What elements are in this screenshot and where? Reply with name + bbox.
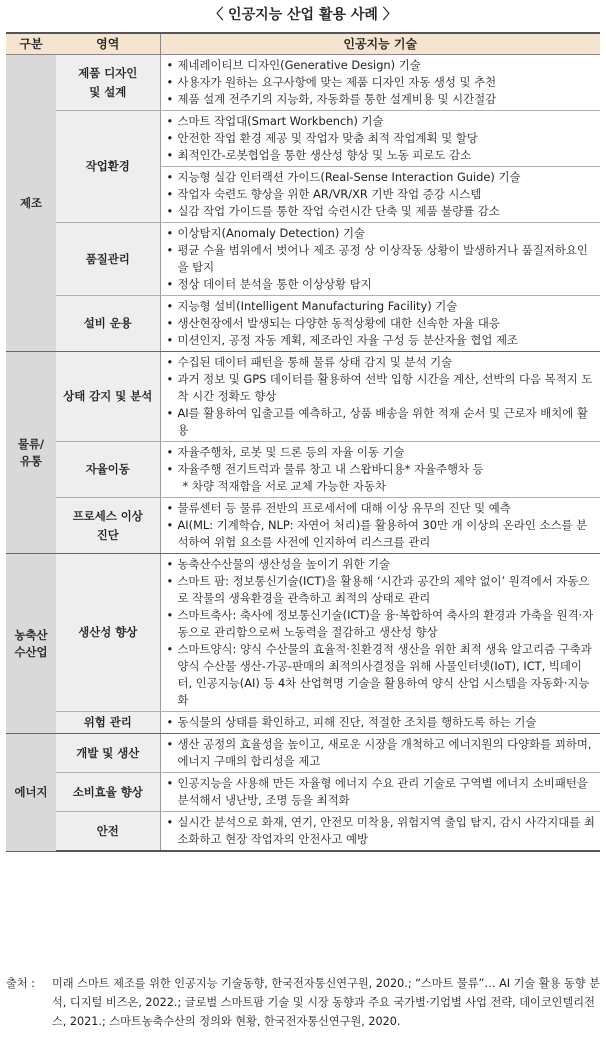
tech-list — [167, 775, 597, 809]
category-cell — [6, 352, 56, 554]
category-label: 물류/ — [17, 436, 45, 451]
table-body — [6, 55, 600, 852]
tech-item: • 동식물의 상태를 확인하고, 피해 진단, 적절한 조치를 행하도록 하는 기술 — [167, 714, 597, 731]
area-cell — [56, 296, 160, 352]
area-cell — [56, 734, 160, 773]
tech-list — [167, 169, 597, 220]
technology-cell — [160, 167, 600, 223]
area-label: 작업환경 — [85, 159, 130, 173]
area-label: 안전 — [96, 823, 119, 838]
tech-item: • 작업자 숙련도 향상을 위한 AR/VR/XR 기반 작업 증강 시스템 — [167, 186, 597, 203]
tech-item: • 생산현장에서 발생되는 다양한 동적상황에 대한 신속한 자율 대응 — [167, 315, 597, 332]
category-label: 에너지 — [14, 784, 48, 799]
tech-list — [167, 113, 597, 164]
technology-cell — [160, 812, 600, 852]
table-row — [6, 498, 600, 554]
area-cell — [56, 554, 160, 712]
table-row — [6, 712, 600, 734]
header-category: 구분 — [6, 33, 56, 55]
tech-item: • 수집된 데이터 패턴을 통해 물류 상태 감지 및 분석 기술 — [167, 354, 597, 371]
table-row — [6, 296, 600, 352]
table-row — [6, 352, 600, 442]
tech-list — [167, 714, 597, 731]
area-cell — [56, 498, 160, 554]
category-label: 수산업 — [14, 644, 48, 659]
tech-item: • 평균 수율 범위에서 벗어나 제조 공정 상 이상작동 상황이 발생하거나 품질저하요인을 탐지 — [167, 242, 597, 276]
category-cell — [6, 554, 56, 734]
tech-item: • 물류센터 등 물류 전반의 프로세서에 대해 이상 유무의 진단 및 예측 — [167, 500, 597, 517]
area-label: 생산성 향상 — [78, 625, 138, 639]
area-cell — [56, 55, 160, 111]
tech-item: • 지능형 실감 인터랙션 가이드(Real-Sense Interaction Guide) 기술 — [167, 169, 597, 186]
category-label: 농축산 — [14, 627, 48, 642]
header-technology: 인공지능 기술 — [160, 33, 600, 55]
tech-list — [167, 556, 597, 709]
table-header-row — [6, 33, 600, 55]
area-cell — [56, 773, 160, 812]
tech-list — [167, 354, 597, 439]
header-area: 영역 — [56, 33, 160, 55]
area-label: 진단 — [96, 527, 119, 542]
tech-item: • 정상 데이터 분석을 통한 이상상황 탐지 — [167, 276, 597, 293]
technology-cell — [160, 734, 600, 773]
table-row — [6, 442, 600, 498]
tech-item: • 지능형 설비(Intelligent Manufacturing Facility) 기술 — [167, 298, 597, 315]
tech-item: • 최적인간-로봇협업을 통한 생산성 향상 및 노동 피로도 감소 — [167, 147, 597, 164]
area-label: 프로세스 이상 — [72, 508, 143, 523]
tech-item: • 이상탐지(Anomaly Detection) 기술 — [167, 225, 597, 242]
table-row — [6, 734, 600, 773]
tech-item: • 농축산수산물의 생산성을 높이기 위한 기술 — [167, 556, 597, 573]
technology-cell — [160, 712, 600, 734]
area-label: 및 설계 — [89, 84, 127, 99]
tech-item: • 스마트양식: 양식 수산물의 효율적·친환경적 생산을 위한 최적 생육 알고리즘 구축과 양식 수산물 생산-가공-판매의 최적의사결정을 위해 사물인터넷(IoT), ICT, 빅데이터, 인공지능(AI) 등 4차 산업혁명 기술을 활용하여 양식 산업 시스템을 자동화·지능화 — [167, 641, 597, 709]
tech-list — [167, 57, 597, 108]
technology-cell — [160, 111, 600, 167]
technology-cell — [160, 55, 600, 111]
tech-item: • 제품 설계 전주기의 지능화, 자동화를 통한 설계비용 및 시간절감 — [167, 91, 597, 108]
tech-item: • AI(ML: 기계학습, NLP: 자연어 처리)를 활용하여 30만 개 이상의 온라인 소스를 분석하여 위험 요소를 사전에 인지하여 리스크를 관리 — [167, 517, 597, 551]
tech-item: • AI를 활용하여 입출고를 예측하고, 상품 배송을 위한 적재 순서 및 근로자 배치에 활용 — [167, 405, 597, 439]
area-label: 개발 및 생산 — [76, 745, 140, 760]
source-note — [6, 974, 600, 1031]
tech-item: • 제네레이티브 디자인(Generative Design) 기술 — [167, 57, 597, 74]
area-cell — [56, 352, 160, 442]
table-row — [6, 773, 600, 812]
technology-cell — [160, 442, 600, 498]
ai-use-cases-table — [6, 32, 600, 852]
technology-cell — [160, 352, 600, 442]
technology-cell — [160, 554, 600, 712]
tech-item: • 과거 정보 및 GPS 데이터를 활용하여 선박 입항 시간을 계산, 선박의 다음 목적지 도착 시간 정확도 향상 — [167, 371, 597, 405]
table-row — [6, 55, 600, 111]
technology-cell — [160, 773, 600, 812]
area-label: 위험 관리 — [83, 715, 132, 729]
tech-note: * 차량 적재함을 서로 교체 가능한 자동차 — [182, 479, 386, 493]
tech-list — [167, 500, 597, 551]
category-cell — [6, 55, 56, 352]
tech-list — [167, 298, 597, 349]
tech-item: • 실감 작업 가이드를 통한 작업 숙련시간 단축 및 제품 불량률 감소 — [167, 203, 597, 220]
tech-item: • 스마트 팜: 정보통신기술(ICT)을 활용해 ‘시간과 공간의 제약 없이’ 원격에서 자동으로 작물의 생육환경을 관측하고 최적의 상태로 관리 — [167, 573, 597, 607]
tech-item: • 사용자가 원하는 요구사항에 맞는 제품 디자인 자동 생성 및 추천 — [167, 74, 597, 91]
page-title: 〈 인공지능 산업 활용 사례 〉 — [209, 7, 397, 23]
area-cell — [56, 812, 160, 852]
area-cell — [56, 712, 160, 734]
area-cell — [56, 223, 160, 296]
technology-cell — [160, 498, 600, 554]
area-label: 품질관리 — [85, 251, 130, 266]
table-row — [6, 111, 600, 167]
technology-cell — [160, 296, 600, 352]
tech-item: • 미션인지, 공정 자동 계획, 제조라인 자율 구성 등 분산자율 협업 제조 — [167, 332, 597, 349]
technology-cell — [160, 223, 600, 296]
source-label: 출처 : — [6, 977, 35, 990]
table-row — [6, 812, 600, 852]
table-row — [6, 554, 600, 712]
area-label: 자율이동 — [85, 462, 130, 476]
tech-item: • 스마트 작업대(Smart Workbench) 기술 — [167, 113, 597, 130]
tech-list — [167, 736, 597, 770]
tech-item: • 안전한 작업 환경 제공 및 작업자 맞춤 최적 작업계획 및 할당 — [167, 130, 597, 147]
tech-list — [167, 444, 597, 495]
category-label: 제조 — [19, 195, 42, 210]
category-label: 유통 — [19, 453, 42, 468]
area-cell — [56, 111, 160, 223]
tech-item: • 스마트축사: 축사에 정보통신기술(ICT)을 융·복합하여 축사의 환경과 가축을 원격·자동으로 관리함으로써 노동력을 절감하고 생산성 향상 — [167, 607, 597, 641]
tech-list — [167, 225, 597, 293]
area-label: 소비효율 향상 — [72, 784, 143, 799]
tech-item: • 인공지능을 사용해 만든 자율형 에너지 수요 관리 기술로 구역별 에너지 소비패턴을 분석해서 냉난방, 조명 등을 최적화 — [167, 775, 597, 809]
category-cell — [6, 734, 56, 852]
area-label: 제품 디자인 — [78, 65, 138, 80]
area-label: 설비 운용 — [83, 316, 132, 330]
tech-item: • 실시간 분석으로 화재, 연기, 안전모 미착용, 위험지역 출입 탐지, 감시 사각지대를 최소화하고 현장 작업자의 안전사고 예방 — [167, 814, 597, 848]
tech-item: • 자율주행 전기트럭과 물류 창고 내 스왑바디용* 자율주행차 등 — [167, 461, 597, 478]
area-label: 상태 감지 및 분석 — [63, 389, 153, 403]
table-row — [6, 223, 600, 296]
tech-item: • 생산 공정의 효율성을 높이고, 새로운 시장을 개척하고 에너지원의 다양화를 꾀하며, 에너지 구매의 합리성을 제고 — [167, 736, 597, 770]
tech-item: • 자율주행차, 로봇 및 드론 등의 자율 이동 기술 — [167, 444, 597, 461]
tech-list — [167, 814, 597, 848]
area-cell — [56, 442, 160, 498]
source-text: 미래 스마트 제조를 위한 인공지능 기술동향, 한국전자통신연구원, 2020.; “스마트 물류”… AI 기술 활용 동향 분석, 디지털 비즈온, 2022.; 글로벌 스마트팜 기술 및 시장 동향과 주요 국가별·기업별 사업 전략, 데이코인텔리전스, 2021.; 스마트농축수산의 정의와 현황, 한국전자통신연구원, 2020. — [52, 977, 600, 1028]
